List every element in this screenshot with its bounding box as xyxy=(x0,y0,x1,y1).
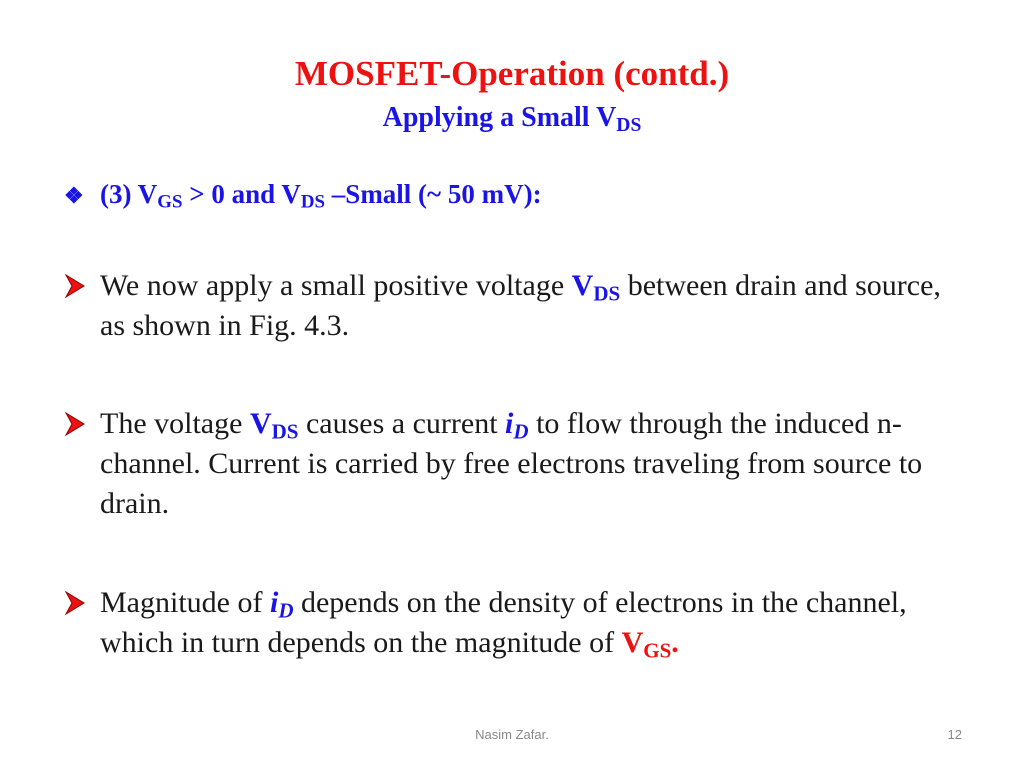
bullet-3-var-i: i xyxy=(269,586,279,619)
slide-title: MOSFET-Operation (contd.) xyxy=(294,54,730,93)
bullet-1-var-v: V xyxy=(571,269,594,302)
bullet-1-part-2: between drain and source, as shown in Fig. 4.3. xyxy=(100,269,941,342)
bullet-3-part-1: Magnitude of xyxy=(100,586,270,619)
bullet-2-part-1: The voltage xyxy=(100,407,250,440)
subtitle-subscript: DS xyxy=(616,114,642,136)
page-number: 12 xyxy=(947,727,962,742)
bullet-1 xyxy=(64,266,969,346)
bullet-1-text xyxy=(100,266,969,346)
bullet-3-sub-gs: GS xyxy=(643,638,672,663)
bullet-1-sub-ds: DS xyxy=(593,281,621,306)
heading-sub-ds: DS xyxy=(300,191,326,213)
bullet-3-text xyxy=(100,583,969,663)
footer-author: Nasim Zafar. xyxy=(475,727,549,742)
bullet-2-part-3: to flow through the induced n-channel. Current is carried by free electrons traveling from source to drain. xyxy=(100,407,923,520)
bullet-2-var-i: i xyxy=(505,407,514,440)
bullet-3-var-v: V xyxy=(621,626,644,659)
bullet-2-var-v: V xyxy=(249,407,272,440)
diamond-bullet-icon: ❖ xyxy=(64,183,84,208)
slide-subtitle xyxy=(0,102,1024,134)
bullet-2-part-2: causes a current xyxy=(298,407,506,440)
heading-text-3: –Small (~ 50 mV): xyxy=(325,179,542,209)
bullet-3-sub-d: D xyxy=(278,598,294,623)
heading-text-1: (3) V xyxy=(100,179,158,209)
bullet-2-sub-ds: DS xyxy=(271,419,299,444)
bullet-2-text xyxy=(100,404,969,524)
bullet-2-sub-d: D xyxy=(513,419,529,444)
bullet-2 xyxy=(64,404,969,524)
bullet-3-part-2: depends on the density of electrons in the channel, which in turn depends on the magnitude of xyxy=(100,586,907,659)
bullet-1-part-1: We now apply a small positive voltage xyxy=(100,269,572,302)
arrow-bullet-icon xyxy=(64,273,86,299)
subtitle-text: Applying a Small V xyxy=(382,102,617,133)
section-heading xyxy=(64,178,542,212)
bullet-3-period: . xyxy=(671,626,679,659)
bullet-3 xyxy=(64,583,969,663)
arrow-bullet-icon xyxy=(64,590,86,616)
arrow-bullet-icon xyxy=(64,411,86,437)
heading-sub-gs: GS xyxy=(157,191,183,213)
heading-text-2: > 0 and V xyxy=(182,179,301,209)
